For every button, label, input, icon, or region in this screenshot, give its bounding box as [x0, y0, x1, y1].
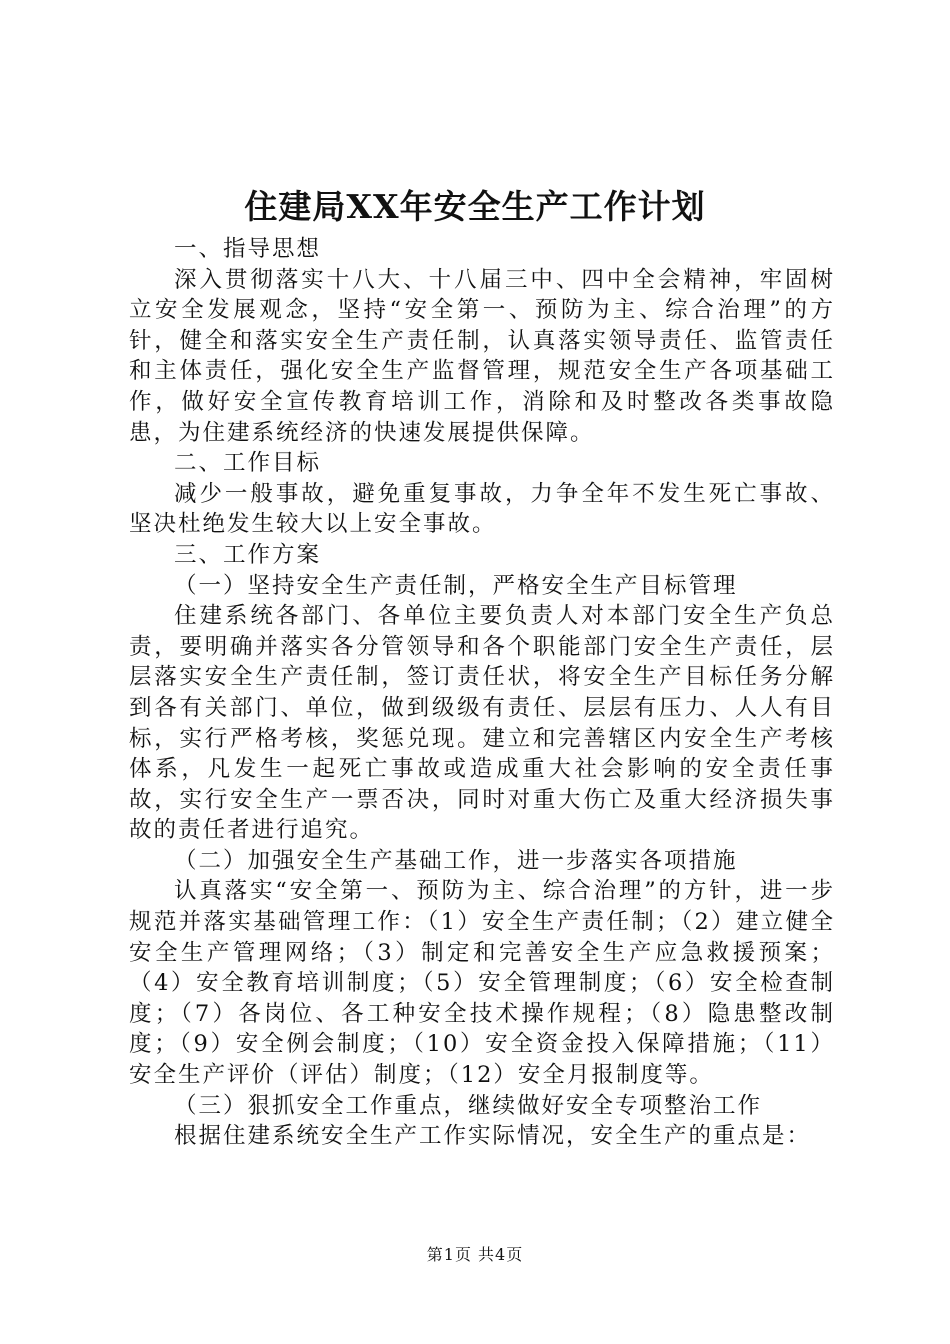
section-heading-work-goals: 二、工作目标 [174, 450, 322, 477]
page-footer: 第1页 共4页 [426, 1245, 524, 1264]
document-title: 住建局XX年安全生产工作计划 [244, 187, 706, 226]
paragraph-guiding-ideology: 深入贯彻落实十八大、十八届三中、四中全会精神，牢固树立安全发展观念，坚持“安全第一、预防为主、综合治理”的方针，健全和落实安全生产责任制，认真落实领导责任、监管责任和主体责任，强化安全生产监督管理，规范安全生产各项基础工作，做好安全宣传教育培训工作，消除和及时整改各类事故隐患，为住建系统经济的快速发展提供保障。 [129, 266, 835, 446]
section-heading-guiding-ideology: 一、指导思想 [174, 236, 322, 262]
subheading-key-points: （三）狠抓安全工作重点，继续做好安全专项整治工作 [174, 1092, 763, 1119]
paragraph-responsibility-system: 住建系统各部门、各单位主要负责人对本部门安全生产负总责，要明确并落实各分管领导和各个职能部门安全生产责任，层层落实安全生产责任制，签订责任状，将安全生产目标任务分解到各有关部门、单位，做到级级有责任、层层有压力、人人有目标，实行严格考核，奖惩兑现。建立和完善辖区内安全生产考核体系，凡发生一起死亡事故或造成重大社会影响的安全责任事故，实行安全生产一票否决，同时对重大伤亡及重大经济损失事故的责任者进行追究。 [129, 603, 835, 844]
section-heading-work-plan: 三、工作方案 [174, 541, 322, 568]
paragraph-key-points: 根据住建系统安全生产工作实际情况，安全生产的重点是： [174, 1123, 812, 1150]
paragraph-basic-work: 认真落实“安全第一、预防为主、综合治理”的方针，进一步规范并落实基础管理工作：（1）安全生产责任制；（2）建立健全安全生产管理网络；（3）制定和完善安全生产应急救援预案；（4）安全教育培训制度；（5）安全管理制度；（6）安全检查制度；（7）各岗位、各工种安全技术操作规程；（8）隐患整改制度；（9）安全例会制度；（10）安全资金投入保障措施；（11）安全生产评价（评估）制度；（12）安全月报制度等。 [129, 878, 835, 1089]
document-body [129, 234, 835, 1152]
subheading-basic-work: （二）加强安全生产基础工作，进一步落实各项措施 [174, 847, 738, 874]
subheading-responsibility-system: （一）坚持安全生产责任制，严格安全生产目标管理 [174, 572, 738, 599]
paragraph-work-goals: 减少一般事故，避免重复事故，力争全年不发生死亡事故、坚决杜绝发生较大以上安全事故。 [129, 480, 835, 538]
